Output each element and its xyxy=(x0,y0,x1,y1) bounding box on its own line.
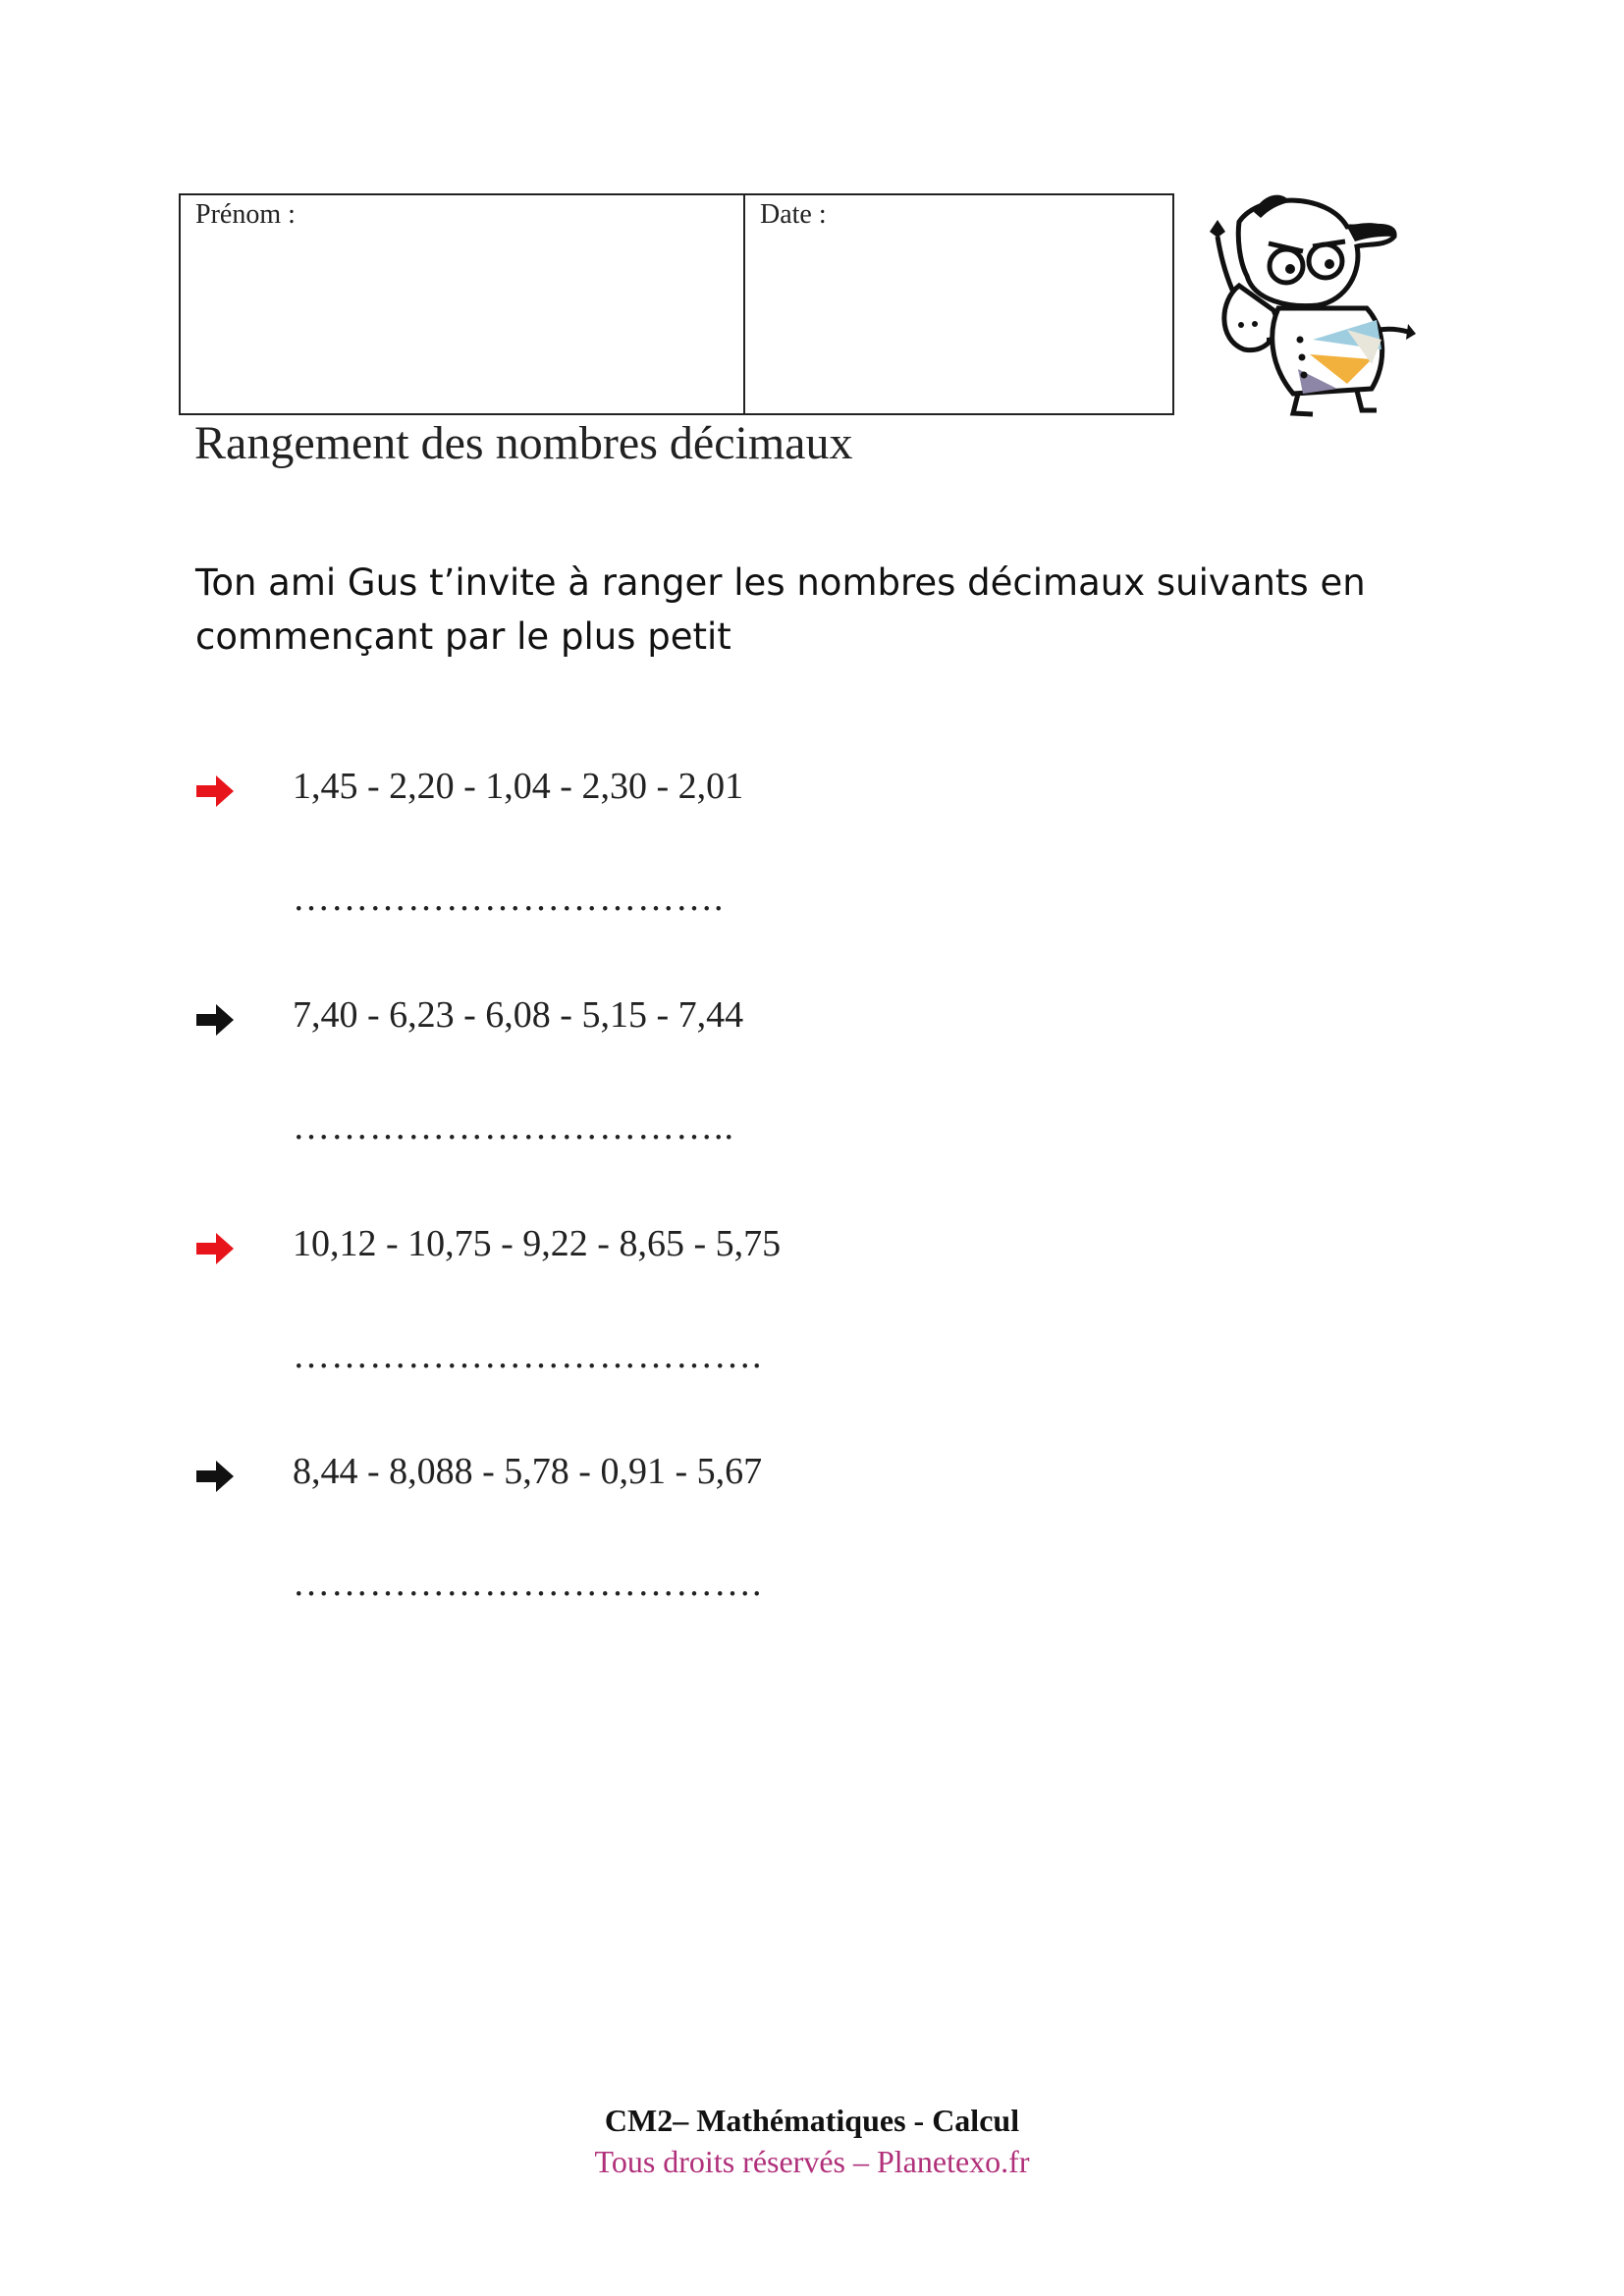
arrow-right-icon xyxy=(194,1230,236,1267)
answer-line[interactable]: …………………………….. xyxy=(293,1106,734,1148)
answer-line[interactable]: ………………………………. xyxy=(293,1563,763,1604)
student-info-table xyxy=(179,193,1174,415)
answer-line[interactable]: ……………………………. xyxy=(293,878,725,919)
instruction-text: Ton ami Gus t’invite à ranger les nombres décimaux suivants en commençant par le plus petit xyxy=(195,561,1366,658)
date-label: Date : xyxy=(760,199,827,230)
sheep-mascot-icon xyxy=(1200,192,1416,418)
page-title: Rangement des nombres décimaux xyxy=(194,417,853,469)
footer-course: CM2– Mathématiques - Calcul xyxy=(604,2103,1020,2138)
answer-line[interactable]: ………………………………. xyxy=(293,1335,763,1376)
arrow-right-icon xyxy=(194,1001,236,1039)
number-list: 1,45 - 2,20 - 1,04 - 2,30 - 2,01 xyxy=(293,766,744,807)
name-field[interactable] xyxy=(181,195,745,413)
arrow-right-icon xyxy=(194,773,236,810)
arrow-right-icon xyxy=(194,1458,236,1495)
number-list: 8,44 - 8,088 - 5,78 - 0,91 - 5,67 xyxy=(293,1451,763,1492)
number-list: 10,12 - 10,75 - 9,22 - 8,65 - 5,75 xyxy=(293,1223,782,1264)
number-list: 7,40 - 6,23 - 6,08 - 5,15 - 7,44 xyxy=(293,994,744,1036)
footer-copyright[interactable]: Tous droits réservés – Planetexo.fr xyxy=(594,2144,1030,2179)
date-field[interactable] xyxy=(745,195,1172,413)
name-label: Prénom : xyxy=(195,199,296,230)
